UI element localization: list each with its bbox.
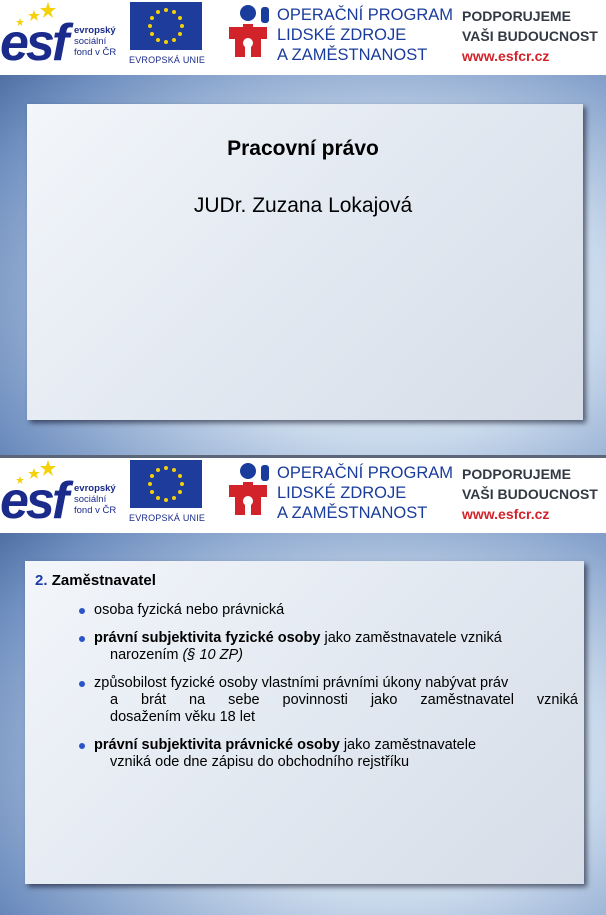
op-line2: LIDSKÉ ZDROJE <box>277 26 407 44</box>
bullet-text: osoba fyzická nebo právnická <box>94 602 285 618</box>
support-slogan <box>462 6 598 66</box>
support-line2: VAŠI BUDOUCNOST <box>462 28 598 44</box>
bullet-text: způsobilost fyzické osoby vlastními právními úkony nabývat práv <box>94 675 509 691</box>
slide-background <box>0 75 606 455</box>
support-url: www.esfcr.cz <box>462 48 550 64</box>
section-title: Zaměstnavatel <box>51 572 156 589</box>
bullet-text: narozením <box>110 647 183 663</box>
esf-wordmark: esf <box>0 472 67 530</box>
bullet-list <box>78 602 578 782</box>
list-item <box>78 630 578 664</box>
bullet-citation: (§ 10 ZP) <box>182 647 243 663</box>
op-line2: LIDSKÉ ZDROJE <box>277 484 407 502</box>
esf-caption-line1: evropský <box>74 483 116 494</box>
op-line3: A ZAMĚSTNANOST <box>277 504 428 522</box>
esf-caption-line2: sociální <box>74 494 107 505</box>
slide-title: Pracovní právo <box>227 137 379 160</box>
logo-header <box>0 0 606 75</box>
eu-label: EVROPSKÁ UNIE <box>129 513 206 523</box>
eu-label: EVROPSKÁ UNIE <box>129 55 206 65</box>
esf-caption <box>74 25 116 58</box>
bullet-continuation <box>94 647 578 664</box>
slide-1 <box>0 0 606 455</box>
bullet-bold-text: právní subjektivita právnické osoby <box>94 737 340 753</box>
slide-author: JUDr. Zuzana Lokajová <box>193 194 413 217</box>
bullet-text: jako zaměstnavatele vzniká <box>320 630 502 646</box>
logo-header <box>0 458 606 533</box>
support-line1: PODPORUJEME <box>462 8 571 24</box>
esf-caption-line2: sociální <box>74 36 107 47</box>
op-program-name <box>277 463 453 523</box>
bullet-continuation: vzniká ode dne zápisu do obchodního rejstříku <box>110 754 410 770</box>
esf-caption <box>74 483 116 516</box>
list-item <box>78 675 578 726</box>
esf-caption-line1: evropský <box>74 25 116 36</box>
esf-caption-line3: fond v ČR <box>74 505 117 516</box>
support-line1: PODPORUJEME <box>462 466 571 482</box>
section-number: 2. <box>35 572 48 589</box>
op-program-name <box>277 5 453 65</box>
support-slogan <box>462 464 598 524</box>
esf-caption-line3: fond v ČR <box>74 47 117 58</box>
op-logo-icon <box>225 461 271 519</box>
op-logo-icon <box>225 3 271 61</box>
esf-logo <box>0 0 120 72</box>
esf-logo <box>0 458 120 530</box>
support-line2: VAŠI BUDOUCNOST <box>462 486 598 502</box>
section-heading <box>35 572 156 589</box>
op-line1: OPERAČNÍ PROGRAM <box>277 6 454 24</box>
bullet-continuation: a brát na sebe povinnosti jako zaměstnavatel vzniká <box>110 692 578 708</box>
bullet-continuation: dosažením věku 18 let <box>110 709 256 725</box>
op-line1: OPERAČNÍ PROGRAM <box>277 464 454 482</box>
bullet-text: jako zaměstnavatele <box>339 737 477 753</box>
list-item <box>78 737 578 771</box>
eu-flag-icon <box>130 2 202 50</box>
list-item <box>78 602 578 619</box>
support-url: www.esfcr.cz <box>462 506 550 522</box>
slide-2 <box>0 458 606 915</box>
esf-wordmark: esf <box>0 14 67 72</box>
eu-flag-icon <box>130 460 202 508</box>
bullet-bold-text: právní subjektivita fyzické osoby <box>94 630 321 646</box>
op-line3: A ZAMĚSTNANOST <box>277 46 428 64</box>
